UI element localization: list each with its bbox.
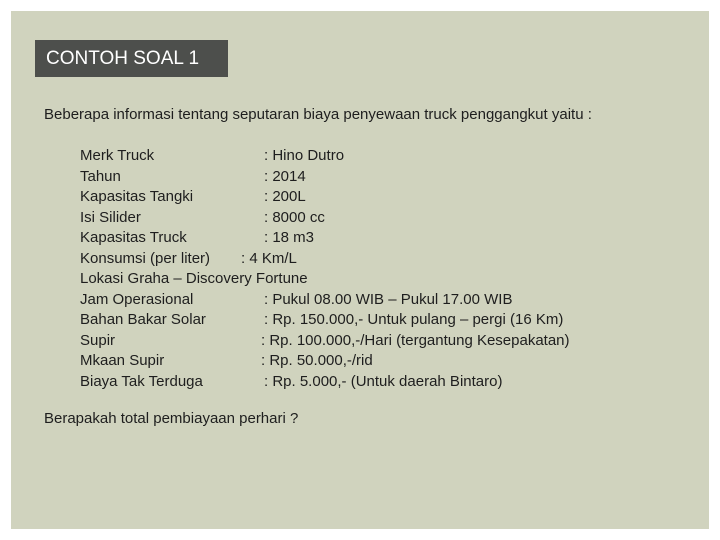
- spec-label: Mkaan Supir: [80, 352, 165, 369]
- slide-title: CONTOH SOAL 1: [35, 40, 228, 77]
- spec-label: Supir: [80, 331, 116, 349]
- spec-label: Jam Operasional: [80, 290, 194, 308]
- spec-value: : Rp. 100.000,-/Hari (tergantung Kesepakatan): [261, 331, 570, 349]
- spec-label: Kapasitas Truck: [80, 229, 187, 246]
- spec-value: : 4 Km/L: [241, 249, 297, 267]
- spec-label: Merk Truck: [80, 147, 155, 164]
- spec-value: : Hino Dutro: [264, 147, 345, 164]
- spec-label: Bahan Bakar Solar: [80, 311, 206, 328]
- spec-value: : 18 m3: [264, 229, 315, 246]
- spec-label: Lokasi Graha – Discovery Fortune: [80, 270, 308, 287]
- spec-value: : 2014: [264, 167, 306, 185]
- spec-value: : 200L: [264, 188, 306, 205]
- spec-label: Konsumsi (per liter): [80, 249, 211, 267]
- spec-label: Tahun: [80, 167, 121, 185]
- spec-label: Kapasitas Tangki: [80, 188, 194, 205]
- intro-text: Beberapa informasi tentang seputaran biaya penyewaan truck penggangkut yaitu :: [44, 106, 592, 123]
- slide: [11, 11, 709, 529]
- spec-value: : Rp. 5.000,- (Untuk daerah Bintaro): [264, 372, 503, 390]
- spec-value: : Rp. 50.000,-/rid: [261, 352, 373, 369]
- spec-value: : Pukul 08.00 WIB – Pukul 17.00 WIB: [264, 290, 513, 308]
- spec-label: Biaya Tak Terduga: [80, 372, 203, 390]
- spec-value: : Rp. 150.000,- Untuk pulang – pergi (16 Km): [264, 311, 564, 328]
- spec-value: : 8000 cc: [264, 208, 325, 226]
- question-text: Berapakah total pembiayaan perhari ?: [44, 410, 299, 427]
- spec-label: Isi Silider: [80, 208, 141, 226]
